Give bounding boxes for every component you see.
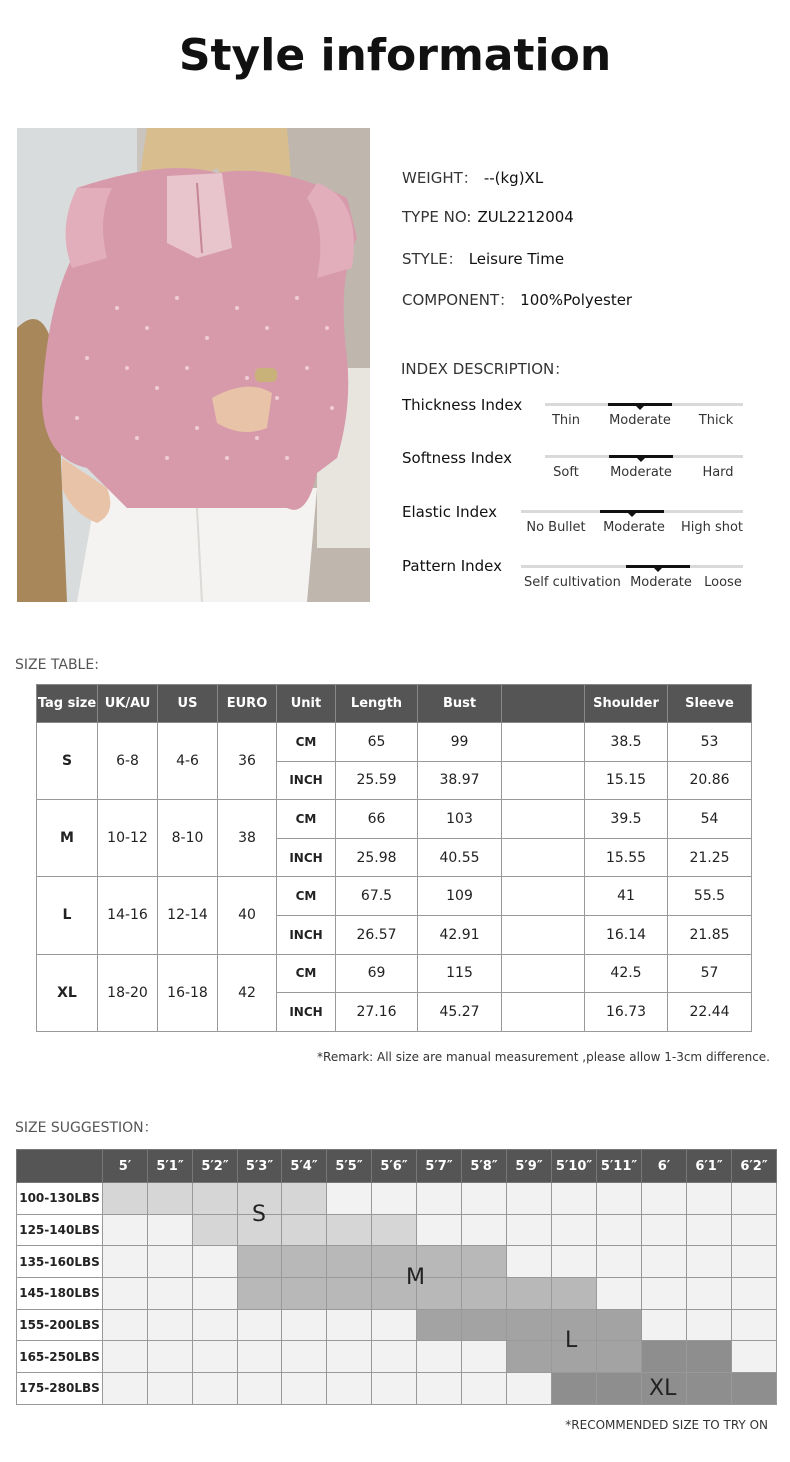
grid-cell-s	[282, 1183, 327, 1215]
grid-cell-s	[193, 1214, 238, 1246]
index-elastic-label: Elastic Index	[402, 503, 498, 521]
grid-cell-empty	[687, 1309, 732, 1341]
cell-bust: 109	[418, 877, 502, 916]
height-header: 5′8″	[462, 1150, 507, 1183]
cell-blank	[502, 723, 585, 762]
index-thickness-label: Thickness Index	[402, 396, 523, 414]
size-remark: *Remark: All size are manual measurement ,please allow 1-3cm difference.	[317, 1050, 770, 1064]
grid-cell-xl	[687, 1341, 732, 1373]
header-tag-size: Tag size	[37, 685, 98, 723]
grid-cell-empty	[552, 1214, 597, 1246]
height-header: 5′	[103, 1150, 148, 1183]
grid-cell-empty	[327, 1183, 372, 1215]
grid-cell-empty	[238, 1373, 282, 1405]
weight-row	[17, 1246, 777, 1278]
cell-unit: INCH	[277, 838, 336, 877]
zone-label-l: L	[565, 1328, 578, 1353]
grid-cell-s	[193, 1183, 238, 1215]
grid-cell-s	[282, 1214, 327, 1246]
cell-sleeve: 20.86	[668, 761, 752, 800]
weight-label: 175-280LBS	[17, 1373, 103, 1405]
index-pattern-level-2: Moderate	[630, 575, 692, 590]
grid-cell-empty	[372, 1183, 417, 1215]
cell-euro: 42	[218, 954, 277, 1031]
cell-us: 8-10	[158, 800, 218, 877]
cell-euro: 38	[218, 800, 277, 877]
grid-cell-empty	[732, 1341, 777, 1373]
grid-cell-empty	[732, 1309, 777, 1341]
grid-cell-empty	[238, 1341, 282, 1373]
height-header: 5′6″	[372, 1150, 417, 1183]
grid-cell-m	[327, 1278, 372, 1310]
weight-row	[17, 1309, 777, 1341]
zone-label-m: M	[406, 1265, 425, 1290]
cell-uk: 6-8	[98, 723, 158, 800]
grid-cell-empty	[103, 1246, 148, 1278]
weight-label: 125-140LBS	[17, 1214, 103, 1246]
cell-sleeve: 53	[668, 723, 752, 762]
grid-cell-empty	[732, 1183, 777, 1215]
cell-length: 26.57	[336, 915, 418, 954]
header-length: Length	[336, 685, 418, 723]
grid-cell-empty	[103, 1214, 148, 1246]
cell-length: 69	[336, 954, 418, 993]
grid-cell-empty	[597, 1183, 642, 1215]
cell-tag: L	[37, 877, 98, 954]
index-softness-label: Softness Index	[402, 449, 513, 467]
cell-shoulder: 16.73	[585, 993, 668, 1032]
cell-shoulder: 15.15	[585, 761, 668, 800]
size-suggestion-grid	[16, 1149, 777, 1405]
grid-cell-empty	[417, 1183, 462, 1215]
weight-label: 165-250LBS	[17, 1341, 103, 1373]
table-row	[37, 800, 752, 839]
header-shoulder: Shoulder	[585, 685, 668, 723]
grid-cell-l	[507, 1341, 552, 1373]
grid-cell-empty	[372, 1373, 417, 1405]
index-elastic-pointer-icon	[628, 513, 636, 517]
grid-cell-empty	[642, 1214, 687, 1246]
cell-bust: 42.91	[418, 915, 502, 954]
product-photo	[17, 128, 370, 602]
spec-weight-label: WEIGHT：	[402, 169, 478, 187]
spec-component-label: COMPONENT：	[402, 291, 515, 309]
height-header: 5′4″	[282, 1150, 327, 1183]
grid-cell-m	[282, 1246, 327, 1278]
spec-style-label: STYLE：	[402, 250, 463, 268]
grid-cell-empty	[282, 1341, 327, 1373]
cell-sleeve: 57	[668, 954, 752, 993]
grid-cell-l	[597, 1341, 642, 1373]
cell-uk: 10-12	[98, 800, 158, 877]
cell-sleeve: 22.44	[668, 993, 752, 1032]
grid-cell-empty	[507, 1246, 552, 1278]
cell-shoulder: 16.14	[585, 915, 668, 954]
index-softness-level-3: Hard	[702, 465, 734, 480]
weight-row	[17, 1214, 777, 1246]
cell-shoulder: 42.5	[585, 954, 668, 993]
header-uk-au: UK/AU	[98, 685, 158, 723]
grid-cell-empty	[732, 1278, 777, 1310]
grid-cell-empty	[193, 1341, 238, 1373]
height-header: 5′1″	[148, 1150, 193, 1183]
grid-cell-empty	[238, 1309, 282, 1341]
grid-cell-m	[238, 1246, 282, 1278]
grid-cell-s	[148, 1183, 193, 1215]
header-euro: EURO	[218, 685, 277, 723]
cell-length: 27.16	[336, 993, 418, 1032]
size-table-header-row	[37, 685, 752, 723]
zone-label-s: S	[252, 1202, 266, 1227]
grid-cell-empty	[372, 1309, 417, 1341]
index-thickness-level-3: Thick	[698, 413, 734, 428]
cell-shoulder: 38.5	[585, 723, 668, 762]
grid-cell-l	[507, 1309, 552, 1341]
height-header: 5′7″	[417, 1150, 462, 1183]
grid-cell-empty	[148, 1214, 193, 1246]
grid-cell-empty	[193, 1309, 238, 1341]
grid-cell-empty	[597, 1246, 642, 1278]
cell-blank	[502, 915, 585, 954]
grid-cell-s	[103, 1183, 148, 1215]
grid-cell-empty	[462, 1183, 507, 1215]
index-softness-level-1: Soft	[553, 465, 579, 480]
grid-cell-empty	[687, 1246, 732, 1278]
weight-row	[17, 1341, 777, 1373]
cell-unit: CM	[277, 723, 336, 762]
index-thickness-level-2: Moderate	[609, 413, 671, 428]
grid-cell-empty	[597, 1278, 642, 1310]
cell-shoulder: 15.55	[585, 838, 668, 877]
grid-cell-empty	[687, 1183, 732, 1215]
cell-blank	[502, 800, 585, 839]
cell-us: 12-14	[158, 877, 218, 954]
index-elastic-level-2: Moderate	[603, 520, 665, 535]
cell-length: 25.59	[336, 761, 418, 800]
page-title: Style information	[178, 30, 612, 81]
grid-cell-s	[372, 1214, 417, 1246]
cell-sleeve: 21.85	[668, 915, 752, 954]
index-softness-level-2: Moderate	[610, 465, 672, 480]
grid-cell-empty	[552, 1246, 597, 1278]
grid-cell-l	[417, 1309, 462, 1341]
weight-row	[17, 1278, 777, 1310]
cell-length: 67.5	[336, 877, 418, 916]
grid-cell-m	[282, 1278, 327, 1310]
cell-shoulder: 41	[585, 877, 668, 916]
size-suggestion-label: SIZE SUGGESTION：	[15, 1120, 158, 1136]
grid-cell-empty	[642, 1309, 687, 1341]
height-header: 5′10″	[552, 1150, 597, 1183]
header-us: US	[158, 685, 218, 723]
spec-weight-value: --(kg)XL	[483, 169, 544, 187]
size-table	[36, 684, 752, 1032]
cell-length: 66	[336, 800, 418, 839]
grid-cell-empty	[552, 1183, 597, 1215]
grid-cell-m	[327, 1246, 372, 1278]
cell-unit: INCH	[277, 915, 336, 954]
height-header: 5′11″	[597, 1150, 642, 1183]
grid-cell-empty	[642, 1246, 687, 1278]
grid-cell-empty	[417, 1341, 462, 1373]
index-thickness-pointer-icon	[636, 406, 644, 410]
spec-type-no-value: ZUL2212004	[477, 208, 574, 226]
cell-blank	[502, 838, 585, 877]
weight-row	[17, 1183, 777, 1215]
grid-cell-empty	[193, 1278, 238, 1310]
cell-blank	[502, 954, 585, 993]
cell-bust: 45.27	[418, 993, 502, 1032]
grid-cell-empty	[148, 1373, 193, 1405]
grid-cell-empty	[327, 1373, 372, 1405]
cell-tag: M	[37, 800, 98, 877]
cell-shoulder: 39.5	[585, 800, 668, 839]
cell-sleeve: 54	[668, 800, 752, 839]
grid-cell-empty	[732, 1246, 777, 1278]
height-header: 6′1″	[687, 1150, 732, 1183]
grid-cell-empty	[507, 1373, 552, 1405]
spec-style-value: Leisure Time	[468, 250, 565, 268]
cell-bust: 103	[418, 800, 502, 839]
height-header: 5′5″	[327, 1150, 372, 1183]
cell-length: 65	[336, 723, 418, 762]
recommendation-note: *RECOMMENDED SIZE TO TRY ON	[565, 1418, 768, 1432]
height-header: 6′2″	[732, 1150, 777, 1183]
table-row	[37, 877, 752, 916]
height-header: 5′9″	[507, 1150, 552, 1183]
grid-cell-empty	[103, 1373, 148, 1405]
grid-cell-s	[327, 1214, 372, 1246]
spec-weight	[402, 167, 543, 188]
grid-cell-xl	[597, 1373, 642, 1405]
cell-bust: 40.55	[418, 838, 502, 877]
index-softness-pointer-icon	[637, 458, 645, 462]
cell-tag: XL	[37, 954, 98, 1031]
height-header: 5′2″	[193, 1150, 238, 1183]
grid-cell-xl	[642, 1341, 687, 1373]
index-elastic-level-1: No Bullet	[526, 520, 586, 535]
cell-unit: INCH	[277, 761, 336, 800]
grid-cell-empty	[282, 1309, 327, 1341]
index-pattern-level-1: Self cultivation	[524, 575, 621, 590]
spec-style	[402, 248, 564, 269]
index-pattern-pointer-icon	[654, 568, 662, 572]
grid-cell-empty	[103, 1341, 148, 1373]
cell-unit: CM	[277, 954, 336, 993]
grid-cell-empty	[193, 1373, 238, 1405]
cell-bust: 115	[418, 954, 502, 993]
grid-cell-empty	[417, 1373, 462, 1405]
grid-cell-l	[597, 1309, 642, 1341]
spec-type-no-label: TYPE NO:	[402, 208, 472, 226]
height-header-row	[17, 1150, 777, 1183]
cell-unit: CM	[277, 877, 336, 916]
size-table-label: SIZE TABLE:	[15, 657, 99, 673]
height-header: 6′	[642, 1150, 687, 1183]
grid-cell-empty	[103, 1309, 148, 1341]
grid-cell-m	[462, 1278, 507, 1310]
grid-cell-empty	[327, 1309, 372, 1341]
cell-euro: 40	[218, 877, 277, 954]
cell-uk: 14-16	[98, 877, 158, 954]
spec-component	[402, 289, 632, 310]
cell-unit: CM	[277, 800, 336, 839]
weight-label: 155-200LBS	[17, 1309, 103, 1341]
grid-cell-empty	[193, 1246, 238, 1278]
zone-label-xl: XL	[649, 1376, 677, 1401]
index-thickness-level-1: Thin	[551, 413, 581, 428]
grid-cell-empty	[327, 1341, 372, 1373]
cell-sleeve: 21.25	[668, 838, 752, 877]
height-header: 5′3″	[238, 1150, 282, 1183]
cell-bust: 99	[418, 723, 502, 762]
cell-us: 4-6	[158, 723, 218, 800]
grid-cell-empty	[148, 1246, 193, 1278]
grid-cell-empty	[148, 1309, 193, 1341]
header-unit: Unit	[277, 685, 336, 723]
cell-tag: S	[37, 723, 98, 800]
spec-component-value: 100%Polyester	[520, 291, 633, 309]
table-row	[37, 954, 752, 993]
cell-euro: 36	[218, 723, 277, 800]
cell-length: 25.98	[336, 838, 418, 877]
index-elastic-level-3: High shot	[680, 520, 744, 535]
weight-label: 100-130LBS	[17, 1183, 103, 1215]
grid-cell-empty	[282, 1373, 327, 1405]
grid-cell-empty	[687, 1214, 732, 1246]
grid-cell-l	[462, 1309, 507, 1341]
cell-uk: 18-20	[98, 954, 158, 1031]
cell-bust: 38.97	[418, 761, 502, 800]
cell-blank	[502, 761, 585, 800]
grid-cell-empty	[462, 1214, 507, 1246]
grid-cell-empty	[642, 1183, 687, 1215]
index-pattern-level-3: Loose	[704, 575, 742, 590]
grid-cell-empty	[597, 1214, 642, 1246]
cell-sleeve: 55.5	[668, 877, 752, 916]
corner-cell	[17, 1150, 103, 1183]
header-blank	[502, 685, 585, 723]
grid-cell-m	[462, 1246, 507, 1278]
spec-type-no	[402, 208, 574, 226]
grid-cell-empty	[372, 1341, 417, 1373]
grid-cell-empty	[642, 1278, 687, 1310]
cell-blank	[502, 993, 585, 1032]
header-sleeve: Sleeve	[668, 685, 752, 723]
grid-cell-empty	[148, 1341, 193, 1373]
weight-label: 145-180LBS	[17, 1278, 103, 1310]
cell-unit: INCH	[277, 993, 336, 1032]
grid-cell-empty	[462, 1373, 507, 1405]
index-pattern-label: Pattern Index	[402, 557, 503, 575]
grid-cell-empty	[507, 1214, 552, 1246]
cell-blank	[502, 877, 585, 916]
grid-cell-empty	[103, 1278, 148, 1310]
grid-cell-xl	[687, 1373, 732, 1405]
weight-label: 135-160LBS	[17, 1246, 103, 1278]
grid-cell-xl	[732, 1373, 777, 1405]
grid-cell-empty	[732, 1214, 777, 1246]
grid-cell-xl	[552, 1373, 597, 1405]
grid-cell-empty	[507, 1183, 552, 1215]
grid-cell-empty	[148, 1278, 193, 1310]
grid-cell-empty	[417, 1214, 462, 1246]
index-heading: INDEX DESCRIPTION：	[401, 360, 570, 378]
grid-cell-empty	[462, 1341, 507, 1373]
grid-cell-m	[238, 1278, 282, 1310]
cell-us: 16-18	[158, 954, 218, 1031]
table-row	[37, 723, 752, 762]
grid-cell-m	[507, 1278, 552, 1310]
grid-cell-empty	[687, 1278, 732, 1310]
grid-cell-m	[552, 1278, 597, 1310]
header-bust: Bust	[418, 685, 502, 723]
